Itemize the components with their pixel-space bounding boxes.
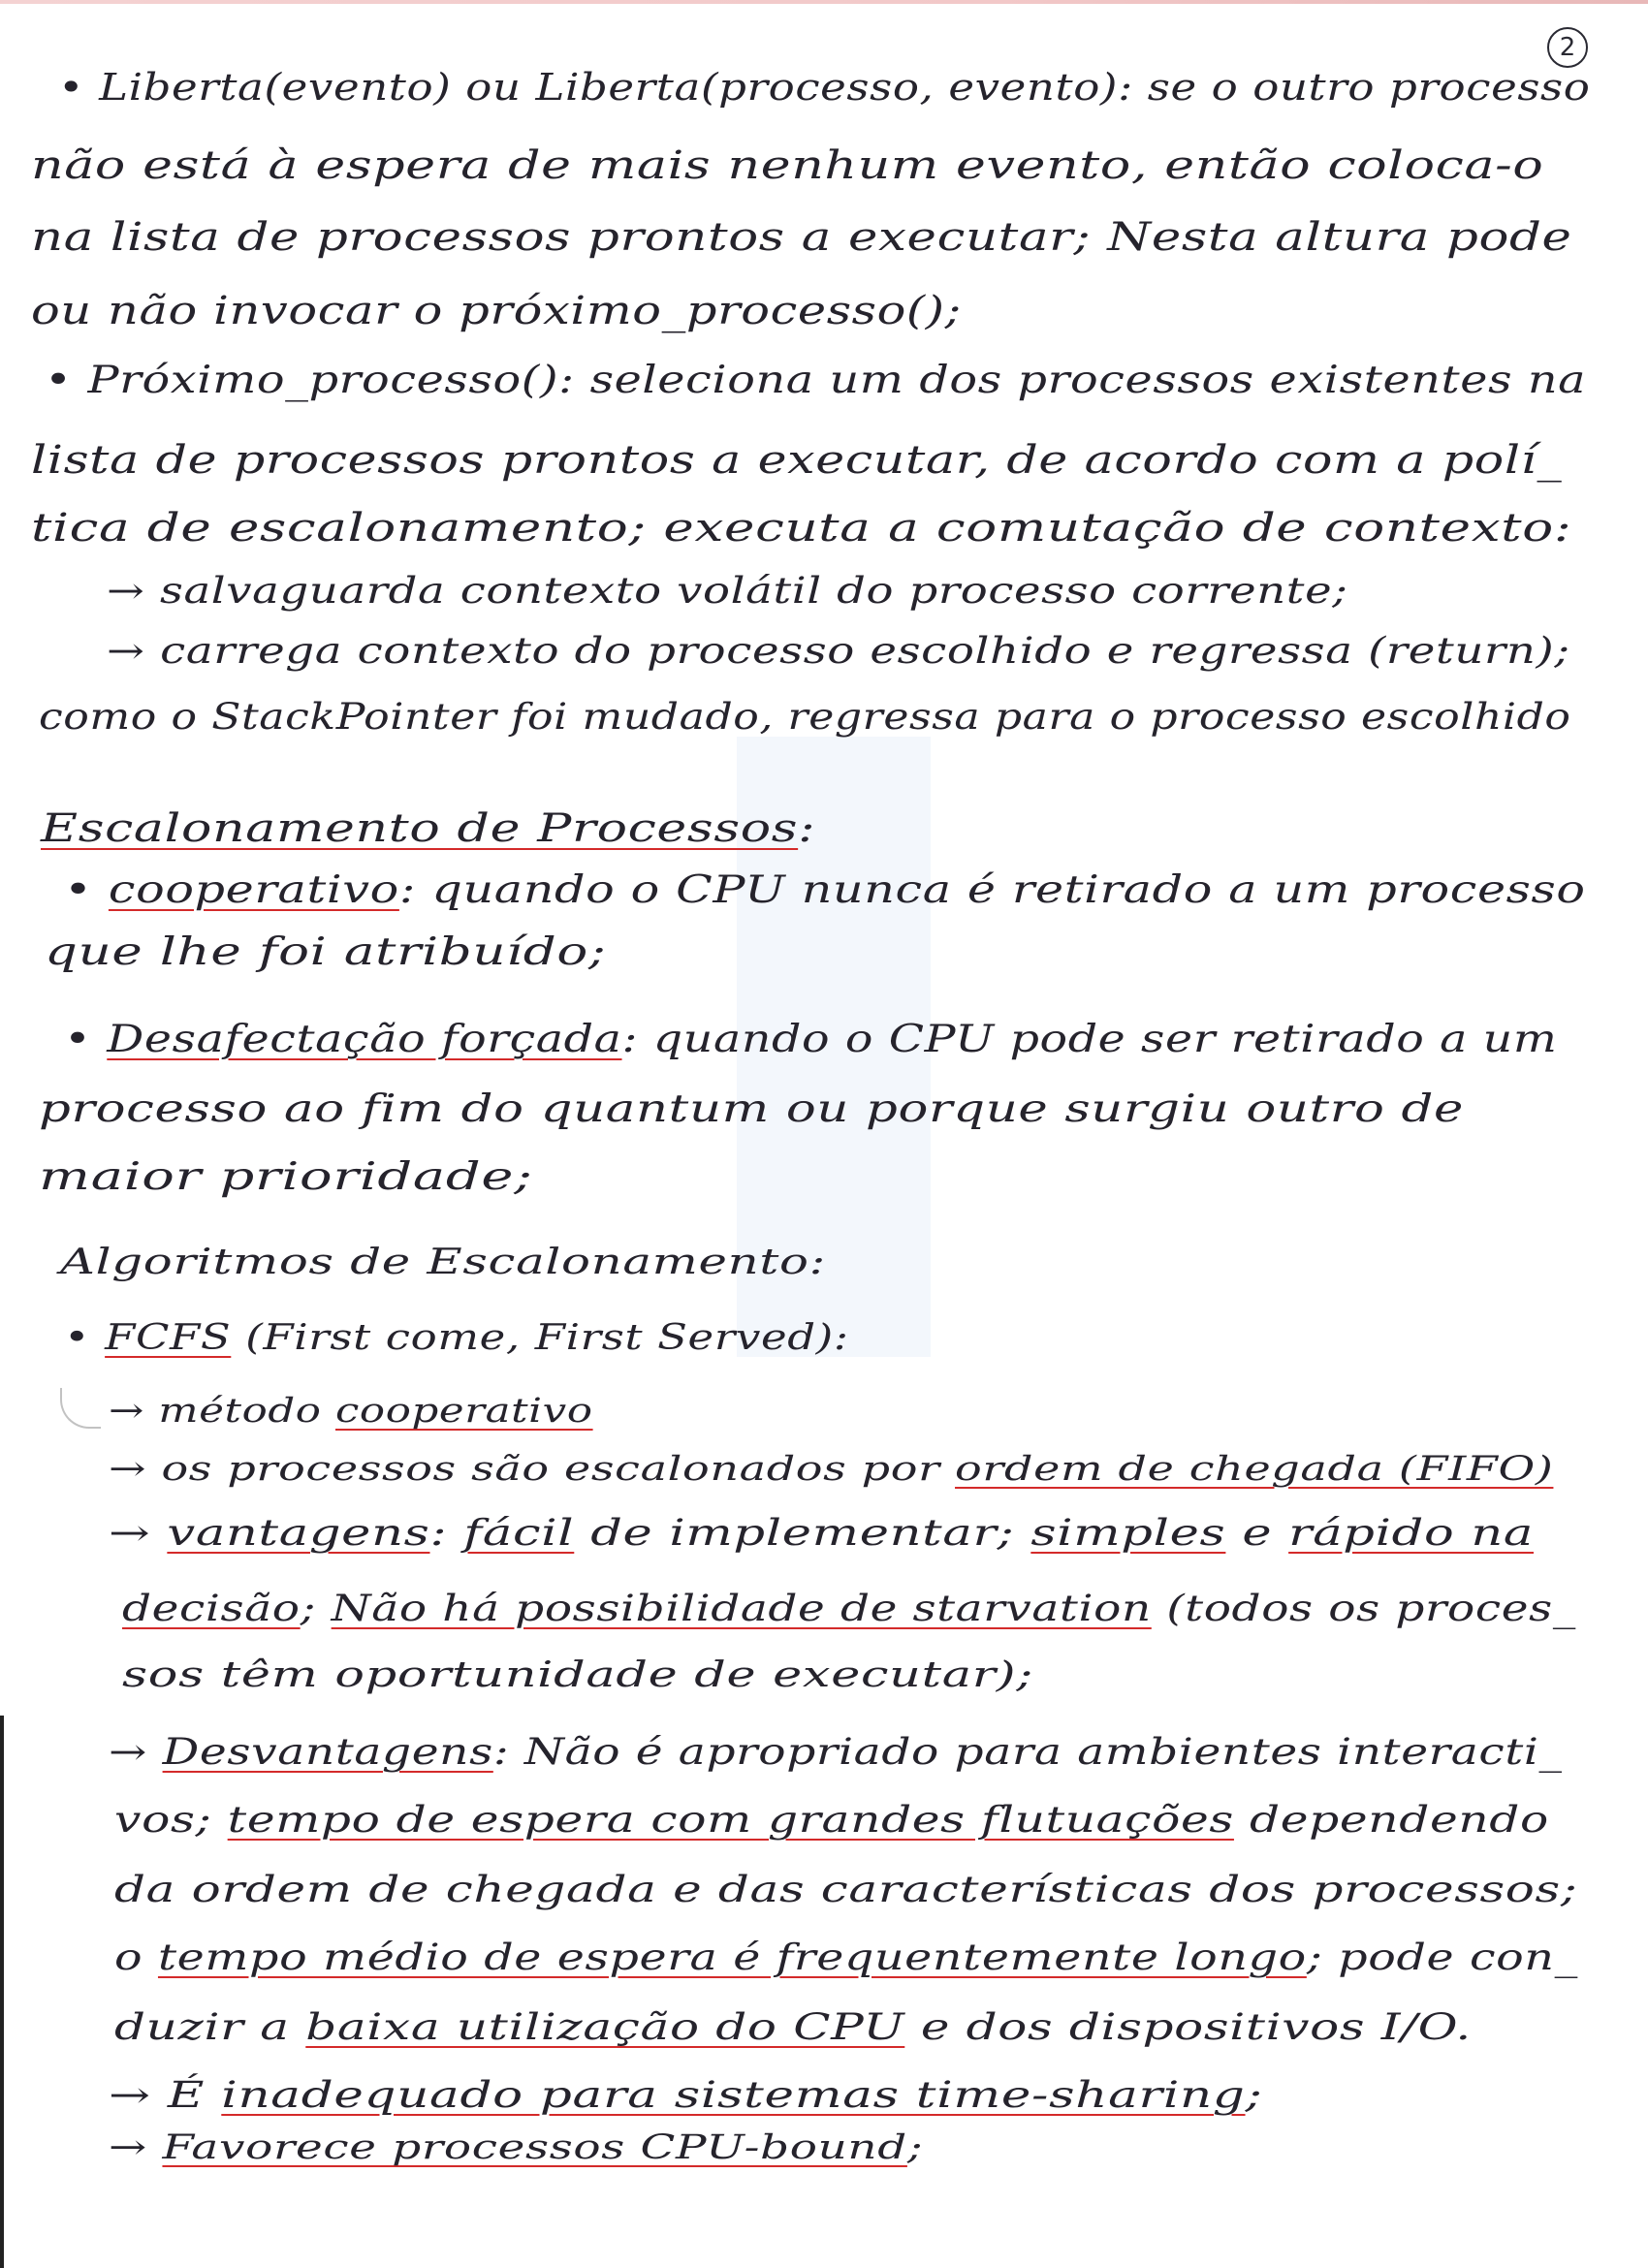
note-text: : Não é apropriado para ambientes interacti_ xyxy=(492,1731,1563,1773)
underlined-phrase: cooperativo xyxy=(108,868,399,912)
note-text: vos; xyxy=(114,1799,228,1841)
note-line xyxy=(41,806,815,851)
note-text: que lhe foi atribuído; xyxy=(45,930,607,974)
underlined-phrase: tempo médio de espera é frequentemente longo xyxy=(157,1937,1307,1978)
note-text: → xyxy=(109,2128,163,2167)
note-text: da ordem de chegada e das características dos processos; xyxy=(114,1869,1578,1910)
underlined-phrase: rápido na xyxy=(1288,1512,1535,1554)
note-text: → carrega contexto do processo escolhido e regressa (return); xyxy=(107,630,1570,672)
note-text: sos têm oportunidade de executar); xyxy=(122,1655,1034,1695)
note-line xyxy=(122,1655,1033,1695)
note-line xyxy=(114,2006,1472,2048)
note-line xyxy=(122,1588,1576,1629)
note-line xyxy=(109,2128,923,2167)
torn-paper-edge xyxy=(0,0,1648,4)
underlined-phrase: vantagens xyxy=(167,1512,430,1554)
note-text: Algoritmos de Escalonamento: xyxy=(60,1243,827,1282)
underlined-phrase: tempo de espera com grandes flutuações xyxy=(227,1799,1234,1841)
note-line xyxy=(31,215,1572,260)
page-number: 2 xyxy=(1547,27,1588,68)
note-text: tica de escalonamento; executa a comutação de contexto: xyxy=(31,506,1572,551)
note-line xyxy=(114,1937,1578,1978)
note-text: como o StackPointer foi mudado, regressa para o processo escolhido xyxy=(39,696,1571,738)
underlined-phrase: cooperativo xyxy=(334,1392,593,1431)
note-line xyxy=(31,143,1543,188)
note-text: : xyxy=(798,806,816,851)
note-line xyxy=(109,1392,593,1431)
note-line xyxy=(109,1731,1563,1773)
note-text: ou não invocar o próximo_processo(); xyxy=(31,289,962,333)
note-line xyxy=(109,2074,1263,2116)
note-text: • Liberta(evento) ou Liberta(processo, evento): se o outro processo xyxy=(58,66,1591,109)
note-text: → xyxy=(109,1512,168,1554)
note-text: e xyxy=(1225,1512,1289,1554)
note-line xyxy=(45,930,606,974)
note-line xyxy=(60,1243,826,1282)
note-line xyxy=(31,506,1571,551)
note-text: • xyxy=(64,1318,106,1358)
note-line xyxy=(107,630,1570,672)
underlined-phrase: Favorece processos CPU-bound xyxy=(162,2128,907,2167)
note-text: processo ao fim do quantum ou porque surgiu outro de xyxy=(39,1087,1464,1131)
note-line xyxy=(39,696,1571,738)
underlined-phrase: simples xyxy=(1030,1512,1226,1554)
note-line xyxy=(31,289,962,333)
note-line xyxy=(109,1512,1534,1554)
note-text: → os processos são escalonados por xyxy=(109,1450,956,1489)
note-text: duzir a xyxy=(114,2006,306,2048)
note-line xyxy=(114,1799,1549,1841)
underlined-phrase: inadequado para sistemas time-sharing xyxy=(221,2074,1246,2116)
note-text: ; pode con_ xyxy=(1306,1937,1578,1978)
note-text: lista de processos prontos a executar, de acordo com a polí_ xyxy=(31,438,1563,483)
note-line xyxy=(109,1450,1553,1489)
note-text: → xyxy=(109,1731,163,1773)
note-text: na lista de processos prontos a executar; Nesta altura pode xyxy=(31,215,1572,260)
note-text: → É xyxy=(109,2074,222,2116)
note-line xyxy=(31,438,1562,483)
underlined-phrase: ordem de chegada (FIFO) xyxy=(955,1450,1554,1489)
punch-hole-mark xyxy=(60,1388,101,1429)
note-line xyxy=(114,1869,1577,1910)
note-text: ; xyxy=(906,2128,924,2167)
note-line xyxy=(64,868,1586,912)
note-text: : quando o CPU pode ser retirado a um xyxy=(621,1018,1558,1061)
note-text: : quando o CPU nunca é retirado a um processo xyxy=(398,868,1586,912)
note-line xyxy=(58,66,1590,109)
note-text: ; xyxy=(300,1588,332,1629)
underlined-phrase: Desafectação forçada xyxy=(107,1018,622,1061)
note-text: (todos os proces_ xyxy=(1151,1588,1576,1629)
note-line xyxy=(64,1018,1557,1061)
note-text: ; xyxy=(1245,2074,1263,2116)
note-text: e dos dispositivos I/O. xyxy=(904,2006,1472,2048)
underlined-phrase: Não há possibilidade de starvation xyxy=(331,1588,1152,1629)
note-text: : xyxy=(429,1512,464,1554)
underlined-phrase: Escalonamento de Processos xyxy=(41,806,799,851)
underlined-phrase: decisão xyxy=(122,1588,301,1629)
page-left-edge-shadow xyxy=(0,1716,4,2268)
note-line xyxy=(64,1318,849,1358)
note-text: dependendo xyxy=(1233,1799,1549,1841)
note-text: • xyxy=(64,1018,108,1061)
note-text: → método xyxy=(109,1392,335,1431)
note-line xyxy=(107,570,1348,612)
note-text: • Próximo_processo(): seleciona um dos processos existentes na xyxy=(45,359,1587,402)
note-line xyxy=(45,359,1586,402)
underlined-phrase: baixa utilização do CPU xyxy=(305,2006,905,2048)
underlined-phrase: Desvantagens xyxy=(162,1731,493,1773)
underlined-phrase: fácil xyxy=(463,1512,575,1554)
note-text: o xyxy=(114,1937,158,1978)
note-text: maior prioridade; xyxy=(39,1155,533,1199)
note-text: • xyxy=(64,868,109,912)
underlined-phrase: FCFS xyxy=(105,1318,232,1358)
note-text: de implementar; xyxy=(574,1512,1031,1554)
note-text: não está à espera de mais nenhum evento, então coloca-o xyxy=(31,143,1544,188)
note-text: → salvaguarda contexto volátil do processo corrente; xyxy=(107,570,1348,612)
note-line xyxy=(39,1155,533,1199)
note-text: (First come, First Served): xyxy=(231,1318,849,1358)
note-line xyxy=(39,1087,1464,1131)
